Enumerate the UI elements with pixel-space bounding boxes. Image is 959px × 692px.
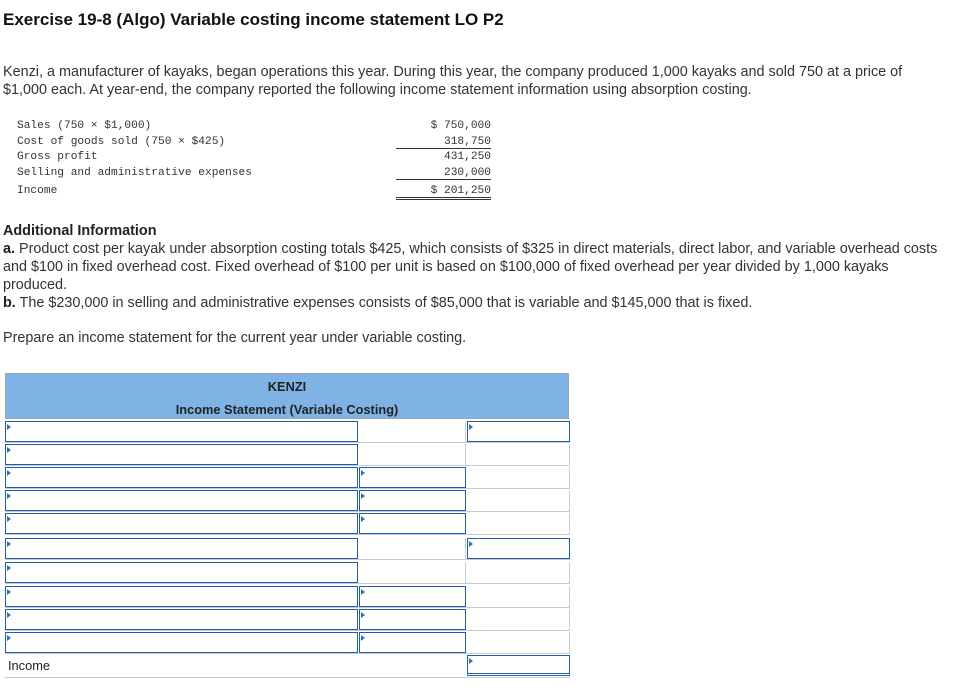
income-label: Income — [8, 658, 50, 673]
row-label: Gross profit — [17, 151, 98, 163]
total-cell — [467, 632, 570, 653]
dropdown-marker-icon — [361, 612, 365, 618]
dropdown-marker-icon — [361, 589, 365, 595]
total-amount-input[interactable] — [467, 538, 570, 559]
amount-input[interactable] — [359, 513, 466, 534]
row-label: Income — [17, 185, 58, 197]
row-label-dropdown[interactable] — [5, 513, 358, 534]
dropdown-marker-icon — [7, 447, 11, 453]
row-label-dropdown[interactable] — [5, 490, 358, 511]
answer-row — [5, 585, 570, 608]
row-value: 230,000 — [396, 167, 491, 180]
row-label: Cost of goods sold (750 × $425) — [17, 135, 226, 148]
dropdown-marker-icon — [361, 493, 365, 499]
amount-input[interactable] — [359, 490, 466, 511]
intro-text: Kenzi, a manufacturer of kayaks, began operations this year. During this year, the company produced 1,000 kayaks and sold 750 at a price of $1,000 each. At year-end, the company reported the following income statement information using absorption costing. — [3, 64, 903, 98]
total-cell — [467, 586, 570, 607]
row-label-dropdown[interactable] — [5, 421, 358, 442]
additional-information — [3, 222, 938, 312]
dropdown-marker-icon — [469, 424, 473, 430]
dropdown-marker-icon — [7, 635, 11, 641]
row-label-dropdown[interactable] — [5, 586, 358, 607]
dropdown-marker-icon — [7, 516, 11, 522]
answer-row — [5, 561, 570, 584]
company-name: KENZI — [267, 379, 307, 394]
answer-row — [5, 420, 570, 443]
dropdown-marker-icon — [7, 612, 11, 618]
row-value: 318,750 — [396, 136, 491, 149]
amount-cell — [359, 421, 466, 442]
answer-table-header — [5, 373, 569, 419]
statement-title: Income Statement (Variable Costing) — [175, 402, 399, 417]
row-label-dropdown[interactable] — [5, 609, 358, 630]
additional-item-b — [3, 294, 938, 312]
amount-input[interactable] — [359, 467, 466, 488]
dropdown-marker-icon — [469, 541, 473, 547]
instruction-text: Prepare an income statement for the current year under variable costing. — [3, 330, 467, 346]
amount-cell — [359, 444, 466, 465]
amount-input[interactable] — [359, 586, 466, 607]
dropdown-marker-icon — [7, 565, 11, 571]
total-amount-input[interactable] — [467, 421, 570, 442]
answer-row-income — [5, 654, 570, 678]
answer-row — [5, 512, 570, 535]
row-label-dropdown[interactable] — [5, 467, 358, 488]
answer-row — [5, 489, 570, 512]
dropdown-marker-icon — [7, 541, 11, 547]
row-label-dropdown[interactable] — [5, 538, 358, 559]
income-total-input[interactable] — [467, 655, 570, 676]
total-cell — [467, 562, 570, 583]
dropdown-marker-icon — [361, 516, 365, 522]
row-value: 431,250 — [444, 151, 491, 163]
dropdown-marker-icon — [7, 493, 11, 499]
row-label: Sales (750 × $1,000) — [17, 120, 152, 132]
additional-heading: Additional Information — [3, 223, 157, 239]
income-label-cell — [5, 655, 466, 676]
total-cell — [467, 444, 570, 465]
dropdown-marker-icon — [7, 424, 11, 430]
variable-costing-answer-table — [5, 373, 570, 678]
item-prefix: b. — [3, 295, 16, 311]
exercise-title: Exercise 19-8 (Algo) Variable costing income statement LO P2 — [3, 10, 504, 29]
row-value: $ 750,000 — [430, 120, 491, 132]
answer-row — [5, 608, 570, 631]
total-cell — [467, 609, 570, 630]
item-text: Product cost per kayak under absorption costing totals $425, which consists of $325 in direct materials, direct labor, and variable overhead costs and $100 in fixed overhead cost. Fixed overhead of $100 per unit is based on $100,000 of fixed overhead per year divided by 1,000 kayaks produced. — [3, 241, 938, 293]
additional-item-a — [3, 240, 938, 294]
item-prefix: a. — [3, 241, 16, 257]
amount-input[interactable] — [359, 609, 466, 630]
total-cell — [467, 467, 570, 488]
row-label: Selling and administrative expenses — [17, 166, 252, 179]
total-cell — [467, 490, 570, 511]
row-label-dropdown[interactable] — [5, 632, 358, 653]
answer-row — [5, 466, 570, 489]
item-text: The $230,000 in selling and administrative expenses consists of $85,000 that is variable and $145,000 that is fixed. — [19, 295, 753, 311]
row-label-dropdown[interactable] — [5, 562, 358, 583]
dropdown-marker-icon — [361, 470, 365, 476]
answer-row — [5, 443, 570, 466]
row-value: $ 201,250 — [396, 185, 491, 200]
dropdown-marker-icon — [361, 635, 365, 641]
answer-row — [5, 631, 570, 654]
dropdown-marker-icon — [7, 589, 11, 595]
dropdown-marker-icon — [469, 658, 473, 664]
amount-cell — [359, 538, 466, 559]
answer-row — [5, 537, 570, 560]
row-label-dropdown[interactable] — [5, 444, 358, 465]
total-cell — [467, 513, 570, 534]
amount-cell — [359, 562, 466, 583]
dropdown-marker-icon — [7, 470, 11, 476]
amount-input[interactable] — [359, 632, 466, 653]
